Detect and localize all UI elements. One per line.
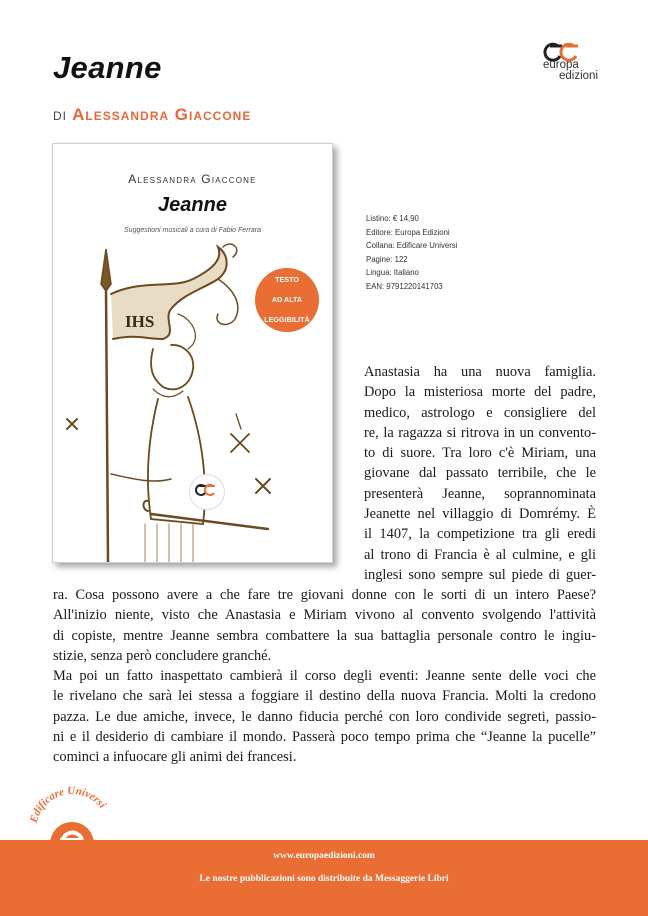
synopsis-line: le rivelano che sarà lei stessa a foggiare il destino della nuova Francia. Molti la credono <box>53 688 596 705</box>
footer-url[interactable]: www.europaedizioni.com <box>273 851 375 861</box>
cover-author: Alessandra Giaccone <box>128 172 257 186</box>
synopsis-line: giovane dal passato terribile, che le <box>364 465 596 482</box>
synopsis-full-width <box>53 585 596 768</box>
synopsis-column <box>364 362 596 585</box>
svg-text:Edificare Universi <box>28 785 109 825</box>
cover-title: Jeanne <box>158 194 227 216</box>
synopsis-line: cominci a infuocare gli animi dei francesi. <box>53 749 297 766</box>
book-metadata <box>366 212 457 294</box>
logo-line-2: edizioni <box>559 70 598 82</box>
book-title: Jeanne <box>53 50 162 85</box>
synopsis-line: di copiste, mentre Jeanne sembra combattere la sua battaglia personale contro le ingiu- <box>53 627 596 644</box>
meta-publisher: Editore: Europa Edizioni <box>366 227 450 237</box>
book-cover <box>52 143 333 563</box>
author-name: Alessandra Giaccone <box>72 105 252 124</box>
logo-line-1: europa <box>543 59 579 71</box>
synopsis-line: medico, astrologo e consigliere del <box>364 404 596 421</box>
footer-bar <box>0 840 648 916</box>
meta-pages: Pagine: 122 <box>366 254 408 264</box>
synopsis-line: Ma poi un fatto inaspettato cambierà il corso degli eventi: Jeanne sente delle voci che <box>53 668 596 685</box>
meta-series: Collana: Edificare Universi <box>366 241 458 251</box>
meta-price: Listino: € 14,90 <box>366 214 419 223</box>
badge-line-3: LEGGIBILITÀ <box>264 315 310 324</box>
synopsis-line: al trono di Francia è al culmine, e gli <box>364 546 596 563</box>
synopsis-line: inglesi sono sempre sul piede di guer- <box>364 566 596 583</box>
synopsis-line: Jeanette nel villaggio di Domrémy. È <box>364 506 596 523</box>
synopsis-line: re, la ragazza si ritrova in un convento- <box>364 424 596 441</box>
synopsis-line: il 1407, la competizione tra gli eredi <box>364 526 596 543</box>
meta-language: Lingua: Italiano <box>366 268 419 278</box>
synopsis-line: All'inizio niente, visto che Anastasia e Miriam vivono al convento svolgendo l'attività <box>53 607 596 624</box>
synopsis-line: to di suore. Tra loro c'è Miriam, una <box>364 445 596 462</box>
byline-prefix: di <box>53 105 67 124</box>
cover-subtitle: Suggestioni musicali a cura di Fabio Ferrara <box>124 227 261 234</box>
badge-line-2: AD ALTA <box>271 295 303 304</box>
collection-name: Edificare Universi <box>27 784 109 825</box>
synopsis-line: pazza. Le due amiche, invece, le danno fiducia perché con loro condivide segreti, passio- <box>53 708 596 725</box>
banner-text: IHS <box>125 312 155 331</box>
cover-publisher-logo <box>189 474 225 510</box>
synopsis-line: Anastasia ha una nuova famiglia. <box>364 364 596 380</box>
synopsis-line: ni e il desiderio di cambiare il mondo. Passerà poco tempo prima che “Jeanne la pucelle” <box>53 729 596 746</box>
byline <box>53 105 251 125</box>
synopsis-line: presenterà Jeanne, soprannominata <box>364 485 596 502</box>
synopsis-line: ra. Cosa possono avere a che fare tre giovani donne con le sorti di un intero Paese? <box>53 587 596 603</box>
synopsis-line: Dopo la misteriosa morte del padre, <box>364 384 596 401</box>
footer-distribution-note: Le nostre pubblicazioni sono distribuite da Messaggerie Libri <box>199 874 449 884</box>
badge-line-1: TESTO <box>275 275 299 284</box>
meta-ean: EAN: 9791220141703 <box>366 281 443 291</box>
logo-wordmark <box>543 60 598 82</box>
large-print-badge <box>255 268 319 332</box>
synopsis-line: stizie, senza però concludere granché. <box>53 647 272 664</box>
